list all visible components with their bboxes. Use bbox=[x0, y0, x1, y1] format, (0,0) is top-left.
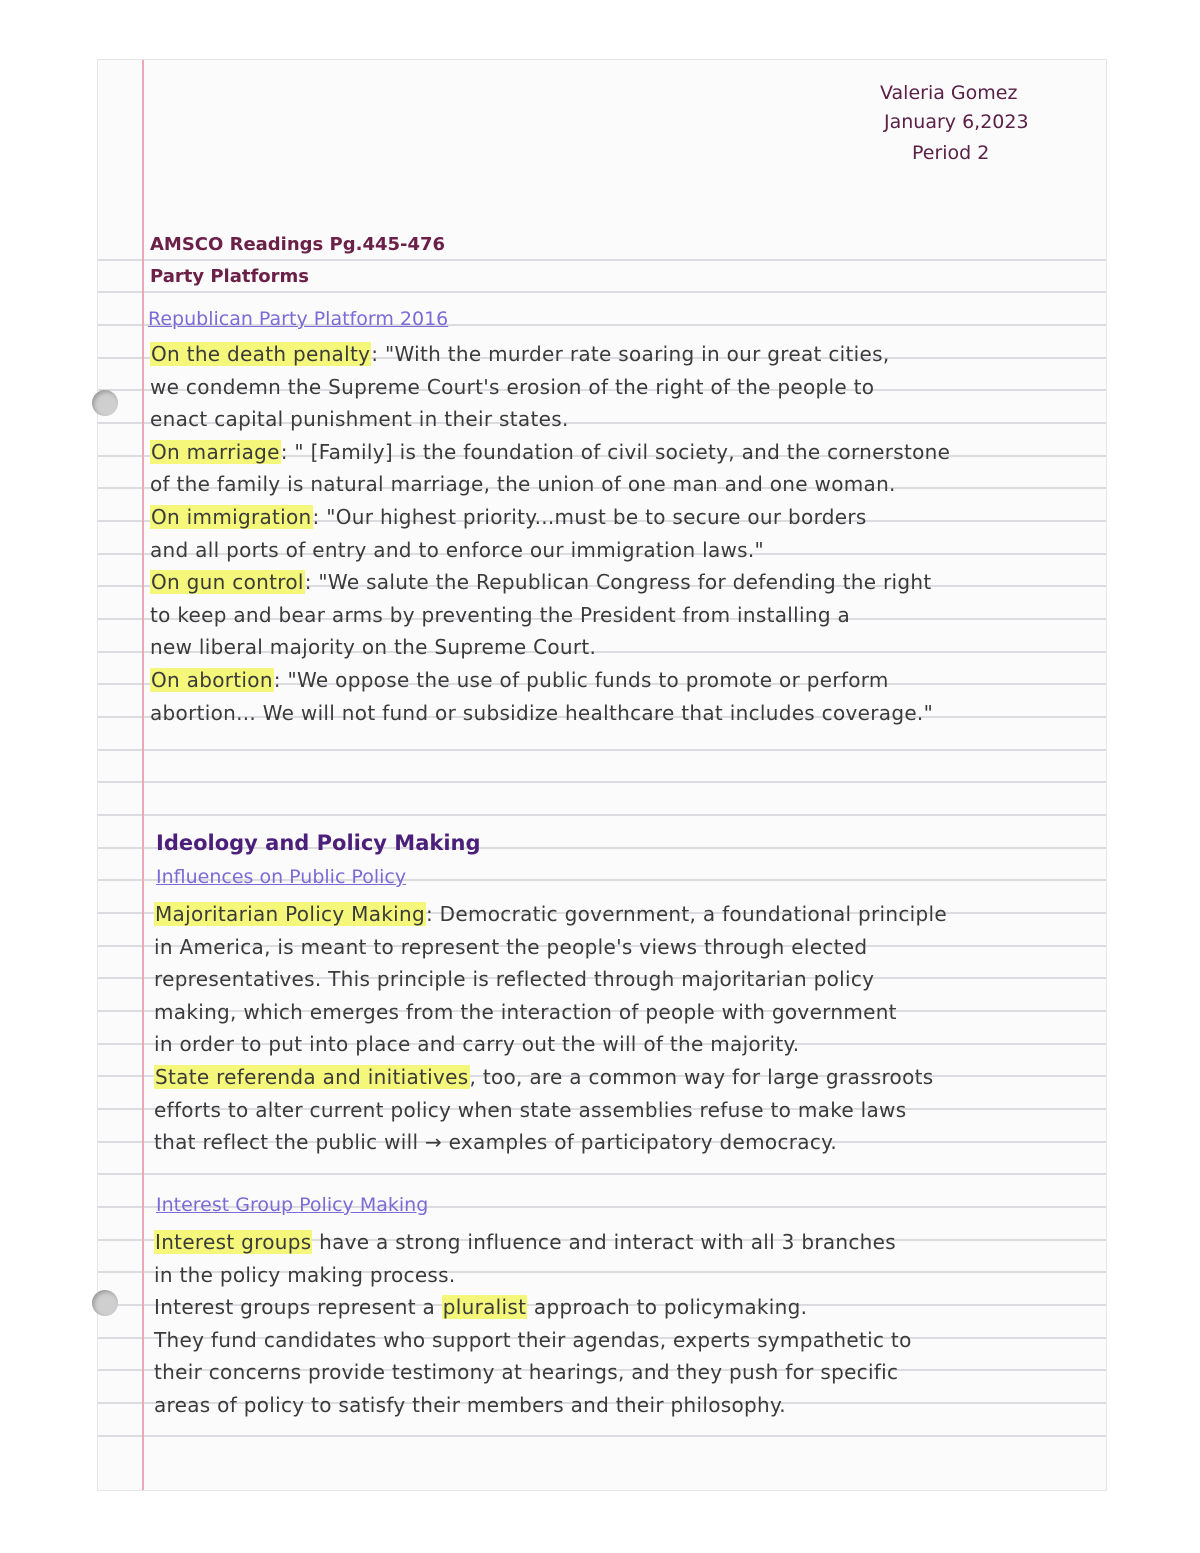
note-text: of the family is natural marriage, the union of one man and one woman. bbox=[150, 472, 896, 497]
note-line bbox=[154, 1262, 456, 1287]
section-heading-party-platforms: Party Platforms bbox=[150, 266, 309, 287]
note-line bbox=[154, 1067, 933, 1087]
note-line bbox=[154, 1097, 907, 1122]
note-line bbox=[150, 472, 896, 497]
note-line bbox=[154, 967, 875, 992]
note-text: : "With the murder rate soaring in our great cities, bbox=[371, 342, 890, 366]
note-text: their concerns provide testimony at hearings, and they push for specific bbox=[154, 1360, 899, 1385]
note-text: enact capital punishment in their states. bbox=[150, 407, 569, 432]
note-line bbox=[154, 1327, 912, 1352]
highlighted-term: State referenda and initiatives bbox=[155, 1065, 469, 1089]
note-text: and all ports of entry and to enforce our immigration laws." bbox=[150, 537, 765, 562]
note-text: we condemn the Supreme Court's erosion of the right of the people to bbox=[150, 374, 875, 399]
note-text: efforts to alter current policy when state assemblies refuse to make laws bbox=[154, 1097, 907, 1122]
note-line bbox=[154, 1032, 800, 1057]
note-line bbox=[154, 999, 897, 1024]
note-line bbox=[150, 407, 569, 432]
highlighted-term: On gun control bbox=[151, 570, 304, 595]
note-text: that reflect the public will → examples of participatory democracy. bbox=[154, 1130, 838, 1155]
highlighted-term: pluralist bbox=[442, 1295, 527, 1320]
highlighted-term: On abortion bbox=[151, 668, 273, 692]
note-line bbox=[154, 934, 868, 959]
note-text: areas of policy to satisfy their members and their philosophy. bbox=[154, 1393, 786, 1417]
note-text: : "We salute the Republican Congress for defending the right bbox=[304, 570, 932, 595]
subheading-influences: Influences on Public Policy bbox=[156, 866, 407, 888]
section-heading-ideology: Ideology and Policy Making bbox=[156, 831, 481, 855]
note-line bbox=[150, 439, 951, 464]
page-title: AMSCO Readings Pg.445-476 bbox=[150, 234, 446, 255]
note-line bbox=[154, 1232, 896, 1252]
note-line bbox=[150, 344, 889, 364]
date: January 6,2023 bbox=[884, 111, 1029, 133]
note-text: abortion... We will not fund or subsidize healthcare that includes coverage." bbox=[150, 700, 934, 725]
note-line bbox=[150, 537, 765, 562]
note-line bbox=[150, 570, 932, 595]
highlighted-term: On the death penalty bbox=[151, 342, 371, 366]
note-line bbox=[150, 507, 867, 527]
note-text: to keep and bear arms by preventing the President from installing a bbox=[150, 602, 851, 627]
note-line bbox=[150, 635, 597, 660]
note-text: in order to put into place and carry out the will of the majority. bbox=[154, 1032, 800, 1057]
highlighted-term: On immigration bbox=[151, 505, 312, 529]
note-text: approach to policymaking. bbox=[527, 1295, 808, 1320]
note-line bbox=[154, 1360, 899, 1385]
note-text: : Democratic government, a foundational principle bbox=[425, 902, 947, 926]
note-text: have a strong influence and interact with all 3 branches bbox=[312, 1230, 896, 1254]
note-line bbox=[154, 1395, 786, 1415]
note-text: representatives. This principle is reflected through majoritarian policy bbox=[154, 967, 875, 992]
note-line bbox=[150, 602, 851, 627]
student-name: Valeria Gomez bbox=[880, 82, 1018, 104]
period: Period 2 bbox=[912, 142, 990, 164]
binder-hole bbox=[92, 1290, 118, 1316]
note-line bbox=[150, 700, 934, 725]
note-line bbox=[150, 670, 889, 690]
note-text: making, which emerges from the interaction of people with government bbox=[154, 999, 897, 1024]
subheading-republican-platform: Republican Party Platform 2016 bbox=[148, 308, 449, 330]
note-text: in the policy making process. bbox=[154, 1262, 456, 1287]
note-text: : " [Family] is the foundation of civil society, and the cornerstone bbox=[280, 439, 951, 464]
highlighted-term: On marriage bbox=[151, 439, 280, 464]
note-text: They fund candidates who support their agendas, experts sympathetic to bbox=[154, 1327, 912, 1352]
highlighted-term: Interest groups bbox=[155, 1230, 312, 1254]
note-text: , too, are a common way for large grassroots bbox=[469, 1065, 934, 1089]
note-line bbox=[154, 1295, 808, 1320]
margin-line bbox=[142, 60, 144, 1490]
note-text: Interest groups represent a bbox=[154, 1295, 442, 1320]
note-text: in America, is meant to represent the people's views through elected bbox=[154, 934, 868, 959]
note-line bbox=[154, 1130, 838, 1155]
note-line bbox=[154, 904, 947, 924]
note-line bbox=[150, 374, 875, 399]
binder-hole bbox=[92, 390, 118, 416]
subheading-interest-groups: Interest Group Policy Making bbox=[156, 1194, 429, 1216]
note-text: : "Our highest priority...must be to secure our borders bbox=[312, 505, 867, 529]
highlighted-term: Majoritarian Policy Making bbox=[155, 902, 425, 926]
note-text: : "We oppose the use of public funds to promote or perform bbox=[273, 668, 889, 692]
note-text: new liberal majority on the Supreme Court. bbox=[150, 635, 597, 660]
